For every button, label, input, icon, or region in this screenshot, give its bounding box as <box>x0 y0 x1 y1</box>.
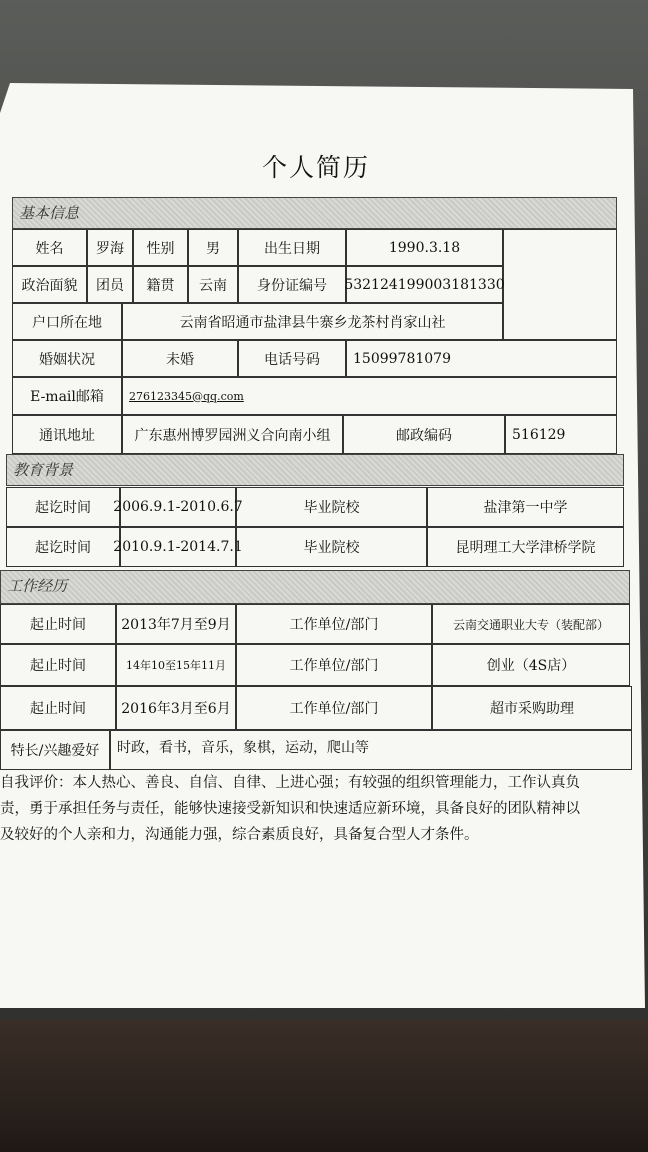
section-label: 教育背景 <box>13 461 74 479</box>
phone-value: 15099781079 <box>346 340 617 377</box>
section-basic-info <box>12 197 617 229</box>
name-value: 罗海 <box>87 229 133 266</box>
section-work <box>0 570 630 604</box>
edu-school-label: 毕业院校 <box>236 527 427 567</box>
name-label: 姓名 <box>12 229 87 266</box>
work-period-label: 起止时间 <box>0 644 116 686</box>
work-unit-value: 创业（4S店） <box>432 644 630 686</box>
evaluation-line: 及较好的个人亲和力，沟通能力强，综合素质良好，具备复合型人才条件。 <box>0 827 479 843</box>
table-edge <box>0 1020 648 1152</box>
phone-label: 电话号码 <box>238 340 346 377</box>
postcode-label: 邮政编码 <box>343 415 505 454</box>
political-label: 政治面貌 <box>12 266 87 303</box>
edu-school-label: 毕业院校 <box>236 487 427 527</box>
postcode-value: 516129 <box>505 415 617 454</box>
political-value: 团员 <box>87 266 133 303</box>
edu-period-value: 2006.9.1-2010.6.7 <box>120 487 236 527</box>
work-period-value: 2013年7月至9月 <box>116 604 236 644</box>
self-evaluation <box>0 770 640 848</box>
evaluation-line: 自我评价：本人热心、善良、自信、自律、上进心强；有较强的组织管理能力，工作认真负 <box>0 775 580 791</box>
native-value: 云南 <box>188 266 238 303</box>
address-value: 广东惠州博罗园洲义合向南小组 <box>122 415 343 454</box>
work-unit-label: 工作单位/部门 <box>236 686 432 730</box>
native-label: 籍贯 <box>133 266 188 303</box>
edu-school-value: 盐津第一中学 <box>427 487 624 527</box>
gender-label: 性别 <box>133 229 188 266</box>
gender-value: 男 <box>188 229 238 266</box>
edu-period-value: 2010.9.1-2014.7.1 <box>120 527 236 567</box>
hukou-value: 云南省昭通市盐津县牛寨乡龙茶村肖家山社 <box>122 303 503 340</box>
work-period-label: 起止时间 <box>0 686 116 730</box>
id-value: 532124199003181330 <box>346 266 503 303</box>
page-title: 个人简历 <box>262 153 371 182</box>
work-unit-label: 工作单位/部门 <box>236 604 432 644</box>
edu-period-label: 起讫时间 <box>6 527 120 567</box>
id-label: 身份证编号 <box>238 266 346 303</box>
hobby-value: 时政，看书，音乐，象棋，运动，爬山等 <box>110 730 632 770</box>
edu-period-label: 起讫时间 <box>6 487 120 527</box>
work-unit-value: 云南交通职业大专（装配部） <box>432 604 630 644</box>
work-period-label: 起止时间 <box>0 604 116 644</box>
hukou-label: 户口所在地 <box>12 303 122 340</box>
section-label: 基本信息 <box>19 204 80 222</box>
work-unit-value: 超市采购助理 <box>432 686 632 730</box>
email-value: 276123345@qq.com <box>122 377 617 415</box>
work-period-value: 14年10至15年11月 <box>116 644 236 686</box>
marital-value: 未婚 <box>122 340 238 377</box>
email-label: E-mail邮箱 <box>12 377 122 415</box>
photo-box <box>503 229 617 340</box>
hobby-label: 特长/兴趣爱好 <box>0 730 110 770</box>
section-label: 工作经历 <box>7 577 68 595</box>
address-label: 通讯地址 <box>12 415 122 454</box>
section-education <box>6 454 624 486</box>
birth-label: 出生日期 <box>238 229 346 266</box>
work-unit-label: 工作单位/部门 <box>236 644 432 686</box>
marital-label: 婚姻状况 <box>12 340 122 377</box>
evaluation-line: 责，勇于承担任务与责任，能够快速接受新知识和快速适应新环境，具备良好的团队精神以 <box>0 801 580 817</box>
birth-value: 1990.3.18 <box>346 229 503 266</box>
edu-school-value: 昆明理工大学津桥学院 <box>427 527 624 567</box>
work-period-value: 2016年3月至6月 <box>116 686 236 730</box>
